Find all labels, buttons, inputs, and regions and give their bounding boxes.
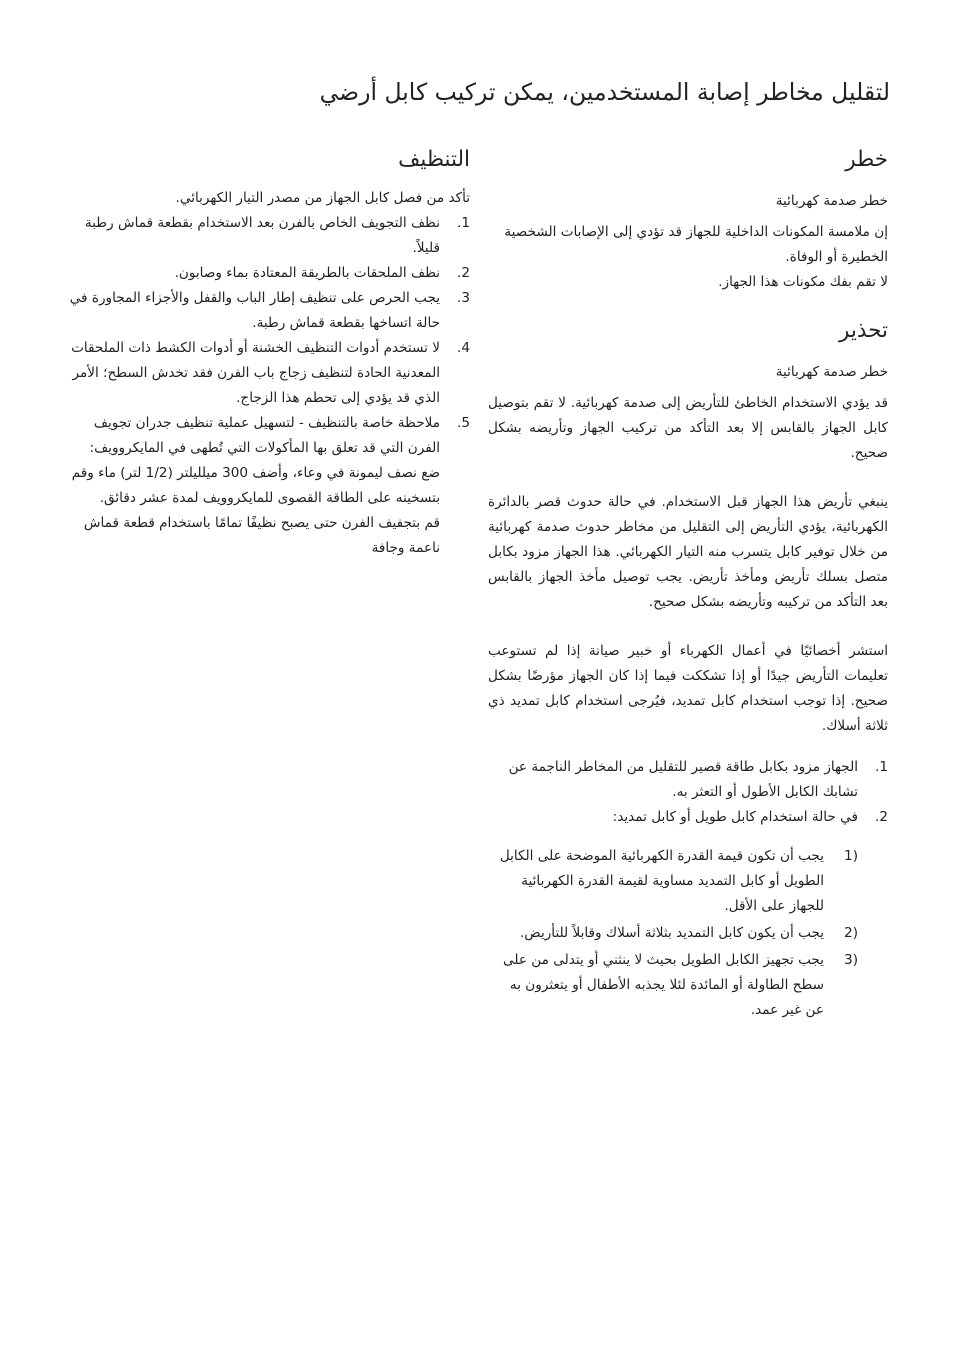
cleaning-list (60, 211, 470, 461)
warning-para-1: قد يؤدي الاستخدام الخاطئ للتأريض إلى صدمة كهربائية. لا تقم بتوصيل كابل الجهاز بالقابس إلا بعد التأكد من تركيب الجهاز وتأريضه بشكل صحيح. (488, 395, 888, 461)
list-text: يجب أن تكون قيمة القدرة الكهربائية الموضحة على الكابل الطويل أو كابل التمديد مساوية لقيمة القدرة الكهربائية للجهاز على الأقل. (499, 848, 824, 914)
list-item (60, 286, 470, 336)
list-number: (3 (844, 952, 858, 968)
list-text: نظف التجويف الخاص بالفرن بعد الاستخدام بقطعة قماش رطبة قليلاً. (84, 215, 440, 256)
list-number: 1. (457, 215, 470, 231)
warning-list (488, 755, 888, 830)
danger-body: إن ملامسة المكونات الداخلية للجهاز قد تؤدي إلى الإصابات الشخصية الخطيرة أو الوفاة. (504, 224, 888, 265)
list-text: نظف الملحقات بالطريقة المعتادة بماء وصابون. (174, 265, 440, 281)
warning-sublist (488, 844, 888, 1023)
list-item (60, 411, 470, 461)
list-item (488, 844, 858, 919)
cleaning-note-2: قم بتجفيف الفرن حتى يصبح نظيفًا تمامًا باستخدام قطعة قماش ناعمة وجافة (83, 515, 440, 556)
warning-heading: تحذير (839, 318, 888, 343)
list-item (488, 805, 888, 830)
list-text: لا تستخدم أدوات التنظيف الخشنة أو أدوات الكشط ذات الملحقات المعدنية الحادة لتنظيف زجاج باب الفرن فقد تخدش السطح؛ الأمر الذي قد يؤدي إلى تحطم هذا الزجاج. (71, 340, 440, 406)
warning-para-2: ينبغي تأريض هذا الجهاز قبل الاستخدام. في حالة حدوث قصر بالدائرة الكهربائية، يؤدي التأريض إلى التقليل من مخاطر حدوث صدمة كهربائية من خلال توفير كابل يتسرب منه التيار الكهربائي. هذا الجهاز مزود بكابل متصل بسلك تأريض ومأخذ تأريض. يجب توصيل مأخذ الجهاز بالقابس بعد التأكد من تركيبه وتأريضه بشكل صحيح. (488, 494, 888, 610)
list-item (488, 921, 858, 946)
cleaning-intro: تأكد من فصل كابل الجهاز من مصدر التيار الكهربائي. (175, 190, 470, 206)
safety-column (488, 140, 888, 1023)
list-number: (1 (844, 848, 858, 864)
list-number: 2. (875, 809, 888, 825)
danger-subheading: خطر صدمة كهربائية (775, 193, 888, 209)
danger-heading: خطر (845, 147, 888, 172)
list-number: (2 (844, 925, 858, 941)
list-text: في حالة استخدام كابل طويل أو كابل تمديد: (612, 809, 858, 825)
list-text: يجب الحرص على تنظيف إطار الباب والقفل والأجزاء المجاورة في حالة اتساخها بقطعة قماش رطبة. (69, 290, 440, 331)
list-item (60, 261, 470, 286)
list-text: الجهاز مزود بكابل طاقة قصير للتقليل من المخاطر الناجمة عن تشابك الكابل الأطول أو التعثر به. (508, 759, 858, 800)
list-item (488, 948, 858, 1023)
warning-para-3: استشر أخصائيًا في أعمال الكهرباء أو خبير صيانة إذا لم تستوعب تعليمات التأريض جيدًا أو إذا تشككت فيما إذا كان الجهاز مؤرضًا بشكل صحيح. إذا توجب استخدام كابل تمديد، فيُرجى استخدام كابل تمديد ذي ثلاثة أسلاك. (488, 643, 888, 734)
page-title: لتقليل مخاطر إصابة المستخدمين، يمكن تركيب كابل أرضي (319, 78, 890, 106)
list-number: 3. (457, 290, 470, 306)
warning-subheading: خطر صدمة كهربائية (775, 364, 888, 380)
list-text: يجب أن يكون كابل التمديد بثلاثة أسلاك وقابلاً للتأريض. (519, 925, 824, 941)
list-text: يجب تجهيز الكابل الطويل بحيث لا ينثني أو يتدلى من على سطح الطاولة أو المائدة لئلا يجذبه الأطفال أو يتعثرون به عن غير عمد. (503, 952, 824, 1018)
cleaning-heading: التنظيف (398, 147, 470, 172)
list-item (488, 755, 888, 805)
list-number: 1. (875, 759, 888, 775)
list-number: 4. (457, 340, 470, 356)
list-number: 2. (457, 265, 470, 281)
list-item (60, 336, 470, 411)
list-item (60, 211, 470, 261)
cleaning-column (60, 140, 470, 561)
cleaning-note-1: ضع نصف ليمونة في وعاء، وأضف 300 ميلليلتر (1/2 لتر) ماء وقم بتسخينه على الطاقة القصوى للمايكروويف لمدة عشر دقائق. (71, 465, 440, 506)
list-text: ملاحظة خاصة بالتنظيف - لتسهيل عملية تنظيف جدران تجويف الفرن التي قد تعلق بها المأكولات التي تُطهى في المايكروويف: (89, 415, 440, 456)
list-number: 5. (457, 415, 470, 431)
danger-body-2: لا تقم بفك مكونات هذا الجهاز. (718, 274, 888, 290)
